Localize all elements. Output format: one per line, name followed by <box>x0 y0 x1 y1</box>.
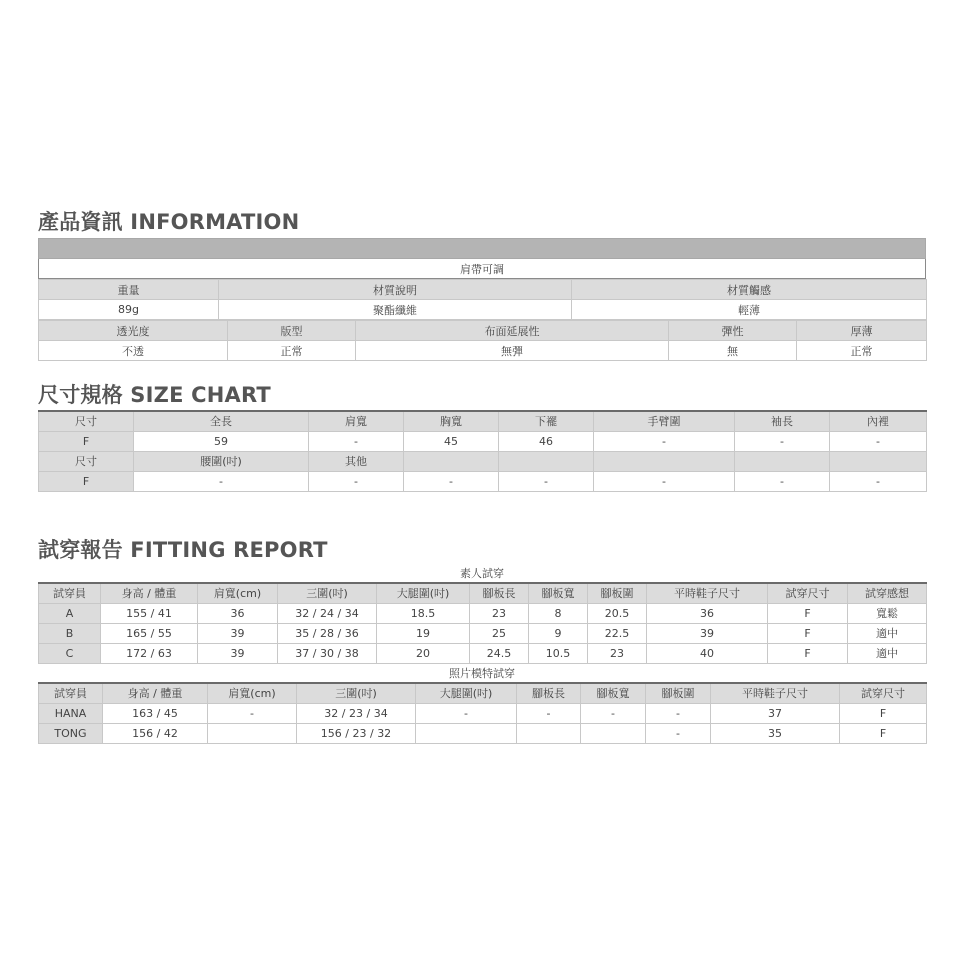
amateur-cell: 18.5 <box>377 603 470 623</box>
info-header-elasticity: 彈性 <box>669 321 797 341</box>
model-caption: 照片模特試穿 <box>449 667 515 680</box>
size-table <box>38 410 927 492</box>
size-cell: - <box>735 471 830 491</box>
model-header: 肩寬(cm) <box>208 683 297 703</box>
amateur-cell: 36 <box>647 603 768 623</box>
size-header <box>735 451 830 471</box>
info-value-elasticity: 無 <box>669 341 797 361</box>
model-table <box>38 682 927 744</box>
size-header: 肩寬 <box>309 411 404 431</box>
amateur-cell: 39 <box>647 623 768 643</box>
size-cell: - <box>309 471 404 491</box>
size-cell: F <box>39 471 134 491</box>
model-cell: - <box>416 703 517 723</box>
table-row <box>39 723 927 743</box>
amateur-cell: 19 <box>377 623 470 643</box>
amateur-header: 平時鞋子尺寸 <box>647 583 768 603</box>
model-header: 三圍(吋) <box>297 683 416 703</box>
model-cell: - <box>646 703 711 723</box>
amateur-cell: 39 <box>198 643 278 663</box>
table-row <box>39 603 927 623</box>
amateur-cell: C <box>39 643 101 663</box>
table-row <box>39 643 927 663</box>
amateur-cell: A <box>39 603 101 623</box>
amateur-cell: 23 <box>470 603 529 623</box>
model-cell: 35 <box>711 723 840 743</box>
table-row <box>39 623 927 643</box>
size-header: 內裡 <box>830 411 927 431</box>
info-table-1 <box>38 279 927 320</box>
info-table-2 <box>38 320 927 361</box>
amateur-cell: F <box>768 603 848 623</box>
model-cell: 163 / 45 <box>103 703 208 723</box>
amateur-cell: 適中 <box>848 623 927 643</box>
amateur-header: 腳板寬 <box>529 583 588 603</box>
size-header: 全長 <box>134 411 309 431</box>
amateur-cell: 37 / 30 / 38 <box>278 643 377 663</box>
size-header <box>404 451 499 471</box>
amateur-cell: 35 / 28 / 36 <box>278 623 377 643</box>
size-cell: - <box>594 471 735 491</box>
info-value-opacity: 不透 <box>39 341 228 361</box>
info-header-fit: 版型 <box>228 321 356 341</box>
size-header: 下襬 <box>499 411 594 431</box>
size-header: 手臂圍 <box>594 411 735 431</box>
info-header-stretch: 布面延展性 <box>356 321 669 341</box>
amateur-cell: 寬鬆 <box>848 603 927 623</box>
model-cell: 156 / 42 <box>103 723 208 743</box>
amateur-header: 腳板長 <box>470 583 529 603</box>
amateur-cell: 9 <box>529 623 588 643</box>
size-header: 袖長 <box>735 411 830 431</box>
amateur-caption: 素人試穿 <box>460 567 504 580</box>
size-header: 其他 <box>309 451 404 471</box>
amateur-cell: 20 <box>377 643 470 663</box>
amateur-header: 試穿尺寸 <box>768 583 848 603</box>
model-header: 腳板寬 <box>581 683 646 703</box>
size-header: 胸寬 <box>404 411 499 431</box>
size-cell: - <box>735 431 830 451</box>
size-cell: 59 <box>134 431 309 451</box>
amateur-cell: 8 <box>529 603 588 623</box>
info-value-weight: 89g <box>39 300 219 320</box>
size-header: 腰圍(吋) <box>134 451 309 471</box>
size-header <box>830 451 927 471</box>
size-cell: F <box>39 431 134 451</box>
fitting-title: 試穿報告 FITTING REPORT <box>38 538 328 562</box>
model-header: 大腿圍(吋) <box>416 683 517 703</box>
info-header-opacity: 透光度 <box>39 321 228 341</box>
amateur-header: 三圍(吋) <box>278 583 377 603</box>
amateur-cell: 23 <box>588 643 647 663</box>
amateur-header-row <box>39 583 927 603</box>
size-header <box>594 451 735 471</box>
size-cell: - <box>830 471 927 491</box>
model-cell: HANA <box>39 703 103 723</box>
info-header-texture: 材質觸感 <box>572 280 927 300</box>
amateur-cell: 25 <box>470 623 529 643</box>
model-cell: - <box>208 703 297 723</box>
amateur-header: 試穿感想 <box>848 583 927 603</box>
size-cell: - <box>309 431 404 451</box>
amateur-cell: 39 <box>198 623 278 643</box>
model-header: 身高 / 體重 <box>103 683 208 703</box>
model-cell <box>208 723 297 743</box>
info-value-fit: 正常 <box>228 341 356 361</box>
info-value-thickness: 正常 <box>797 341 927 361</box>
model-header: 平時鞋子尺寸 <box>711 683 840 703</box>
info-title: 產品資訊 INFORMATION <box>38 210 300 234</box>
size-header <box>499 451 594 471</box>
size-title: 尺寸規格 SIZE CHART <box>38 383 271 407</box>
model-cell: - <box>581 703 646 723</box>
info-value-material: 聚酯纖維 <box>219 300 572 320</box>
table-row <box>39 703 927 723</box>
size-header: 尺寸 <box>39 411 134 431</box>
model-cell: F <box>840 703 927 723</box>
info-header-weight: 重量 <box>39 280 219 300</box>
size-header: 尺寸 <box>39 451 134 471</box>
amateur-cell: 155 / 41 <box>101 603 198 623</box>
amateur-header: 試穿員 <box>39 583 101 603</box>
info-note-table <box>38 238 926 279</box>
size-cell: - <box>830 431 927 451</box>
amateur-cell: 適中 <box>848 643 927 663</box>
model-cell <box>517 723 581 743</box>
model-cell: 32 / 23 / 34 <box>297 703 416 723</box>
amateur-cell: 165 / 55 <box>101 623 198 643</box>
model-header: 腳板圍 <box>646 683 711 703</box>
info-header-bar <box>39 239 926 259</box>
info-note: 肩帶可調 <box>39 259 926 279</box>
amateur-header: 大腿圍(吋) <box>377 583 470 603</box>
model-cell: F <box>840 723 927 743</box>
info-header-thickness: 厚薄 <box>797 321 927 341</box>
size-cell: 46 <box>499 431 594 451</box>
amateur-cell: F <box>768 623 848 643</box>
info-value-stretch: 無彈 <box>356 341 669 361</box>
amateur-cell: 40 <box>647 643 768 663</box>
amateur-cell: F <box>768 643 848 663</box>
model-cell: 37 <box>711 703 840 723</box>
model-cell: TONG <box>39 723 103 743</box>
amateur-cell: 24.5 <box>470 643 529 663</box>
size-cell: - <box>594 431 735 451</box>
info-header-material: 材質說明 <box>219 280 572 300</box>
model-header: 試穿尺寸 <box>840 683 927 703</box>
size-cell: - <box>134 471 309 491</box>
model-cell <box>581 723 646 743</box>
model-cell <box>416 723 517 743</box>
model-header-row <box>39 683 927 703</box>
size-cell: - <box>404 471 499 491</box>
amateur-cell: 20.5 <box>588 603 647 623</box>
amateur-header: 腳板圍 <box>588 583 647 603</box>
size-cell: - <box>499 471 594 491</box>
amateur-cell: 32 / 24 / 34 <box>278 603 377 623</box>
amateur-cell: 10.5 <box>529 643 588 663</box>
amateur-header: 肩寬(cm) <box>198 583 278 603</box>
model-header: 腳板長 <box>517 683 581 703</box>
model-header: 試穿員 <box>39 683 103 703</box>
amateur-header: 身高 / 體重 <box>101 583 198 603</box>
model-cell: 156 / 23 / 32 <box>297 723 416 743</box>
model-cell: - <box>646 723 711 743</box>
amateur-table <box>38 582 927 664</box>
size-cell: 45 <box>404 431 499 451</box>
info-value-texture: 輕薄 <box>572 300 927 320</box>
amateur-cell: B <box>39 623 101 643</box>
amateur-cell: 22.5 <box>588 623 647 643</box>
amateur-cell: 172 / 63 <box>101 643 198 663</box>
model-cell: - <box>517 703 581 723</box>
amateur-cell: 36 <box>198 603 278 623</box>
